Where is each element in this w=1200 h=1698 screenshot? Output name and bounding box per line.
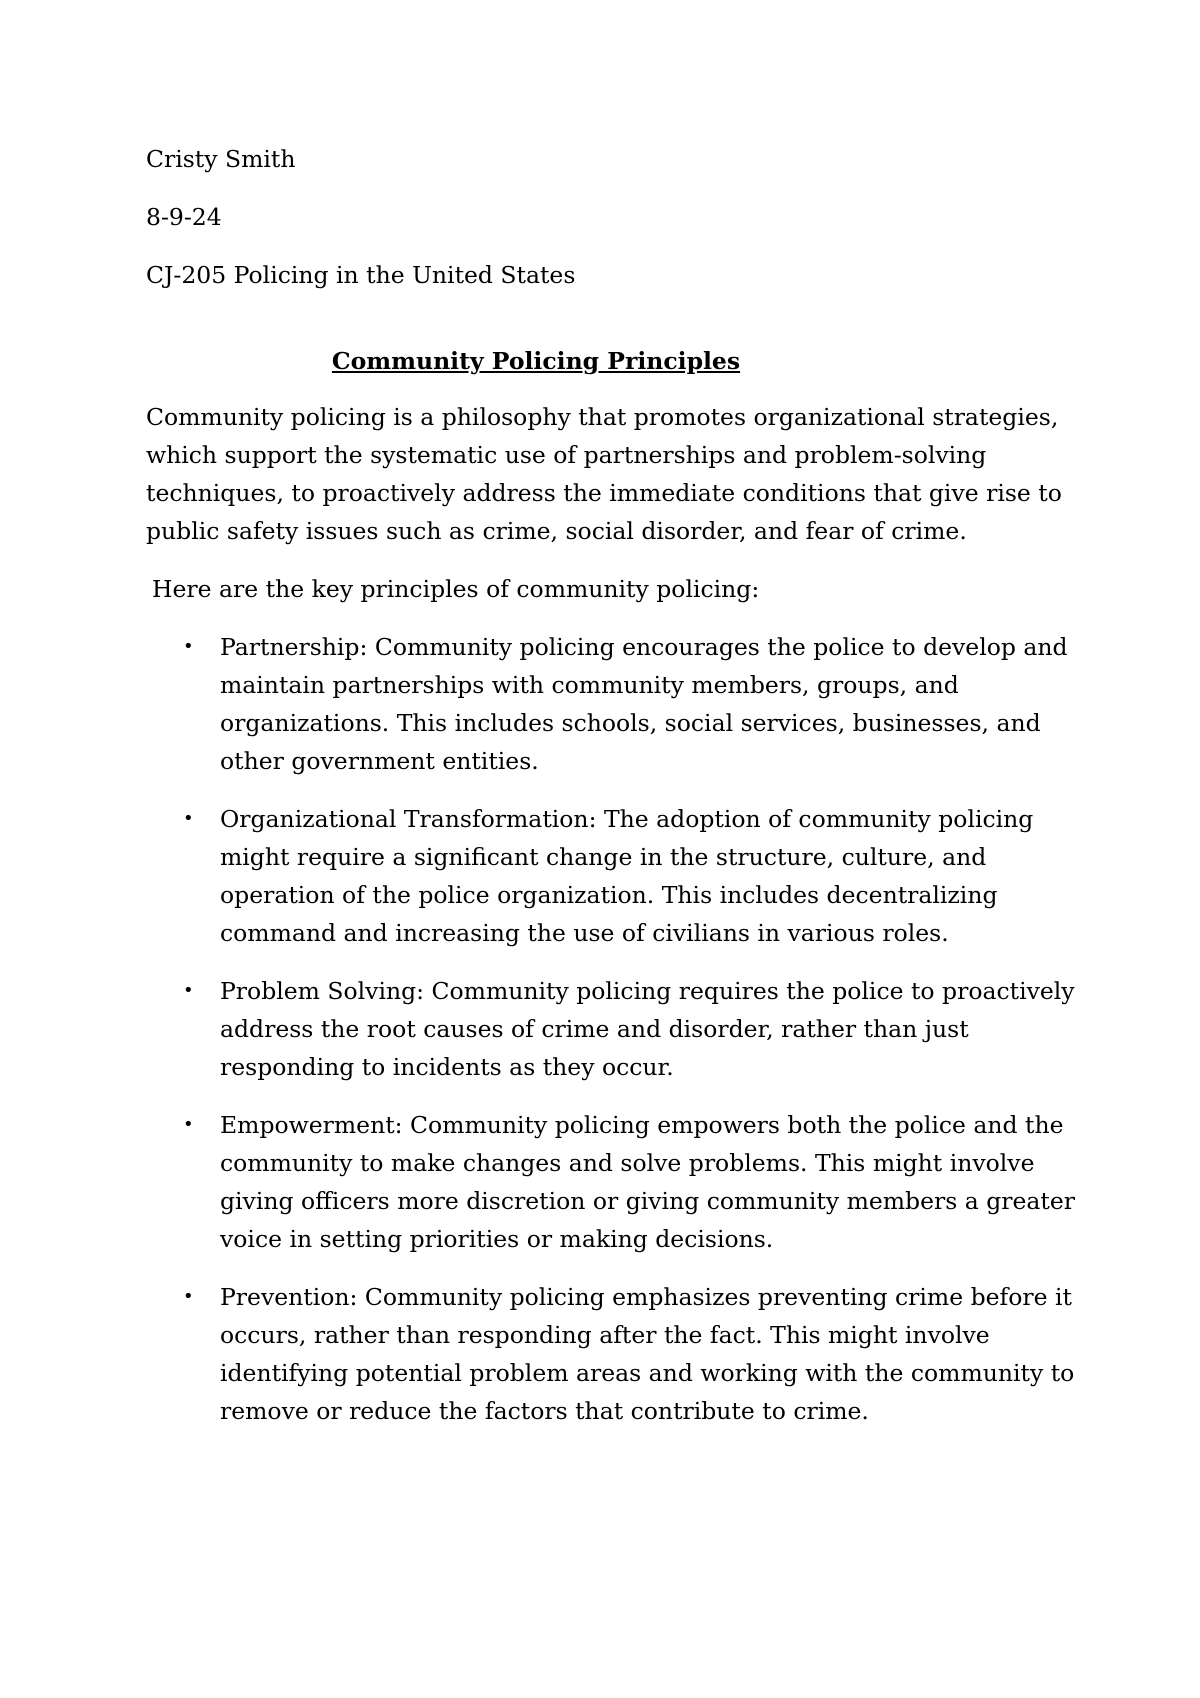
paragraph-line: techniques, to proactively address the immediate conditions that give rise to: [146, 479, 1062, 507]
date: 8-9-24: [146, 203, 222, 231]
intro-paragraph: [146, 398, 1062, 550]
bullet-icon: •: [183, 1114, 194, 1135]
list-item-line: Prevention: Community policing emphasizes preventing crime before it: [220, 1283, 1072, 1311]
bullet-icon: •: [183, 636, 194, 657]
list-item-problem-solving: [146, 972, 1120, 1086]
list-item-line: community to make changes and solve problems. This might involve: [220, 1149, 1035, 1177]
principles-list: [146, 628, 1076, 1430]
list-item-line: identifying potential problem areas and working with the community to: [220, 1359, 1075, 1387]
bullet-icon: •: [183, 1286, 194, 1307]
list-item-line: might require a significant change in the structure, culture, and: [220, 843, 987, 871]
document-title: Community Policing Principles: [331, 347, 741, 375]
paragraph-line: Community policing is a philosophy that promotes organizational strategies,: [146, 403, 1059, 431]
paragraph-line: public safety issues such as crime, social disorder, and fear of crime.: [146, 517, 967, 545]
list-item-line: address the root causes of crime and disorder, rather than just: [220, 1015, 969, 1043]
list-item-line: operation of the police organization. This includes decentralizing: [220, 881, 998, 909]
list-item-line: voice in setting priorities or making decisions.: [220, 1225, 774, 1253]
author-name: Cristy Smith: [146, 145, 296, 173]
list-item-line: command and increasing the use of civilians in various roles.: [220, 919, 949, 947]
bullet-icon: •: [183, 980, 194, 1001]
bullet-icon: •: [183, 808, 194, 829]
list-item-empowerment: [146, 1106, 1120, 1258]
list-item-line: other government entities.: [220, 747, 539, 775]
list-item-line: Empowerment: Community policing empowers both the police and the: [220, 1111, 1064, 1139]
title-container: [146, 342, 926, 380]
list-item-line: Problem Solving: Community policing requires the police to proactively: [220, 977, 1075, 1005]
list-item-partnership: [146, 628, 1120, 780]
list-item-line: giving officers more discretion or giving community members a greater: [220, 1187, 1076, 1215]
list-item-line: occurs, rather than responding after the fact. This might involve: [220, 1321, 990, 1349]
list-item-prevention: [146, 1278, 1120, 1430]
list-item-organizational-transformation: [146, 800, 1120, 952]
list-item-line: organizations. This includes schools, social services, businesses, and: [220, 709, 1041, 737]
list-item-line: Partnership: Community policing encourages the police to develop and: [220, 633, 1068, 661]
principles-intro: Here are the key principles of community policing:: [152, 575, 760, 603]
list-item-line: maintain partnerships with community members, groups, and: [220, 671, 959, 699]
list-item-line: remove or reduce the factors that contribute to crime.: [220, 1397, 869, 1425]
paragraph-line: which support the systematic use of partnerships and problem-solving: [146, 441, 987, 469]
course-name: CJ-205 Policing in the United States: [146, 261, 576, 289]
document-page: [146, 140, 1076, 1450]
list-item-line: responding to incidents as they occur.: [220, 1053, 674, 1081]
list-item-line: Organizational Transformation: The adoption of community policing: [220, 805, 1034, 833]
